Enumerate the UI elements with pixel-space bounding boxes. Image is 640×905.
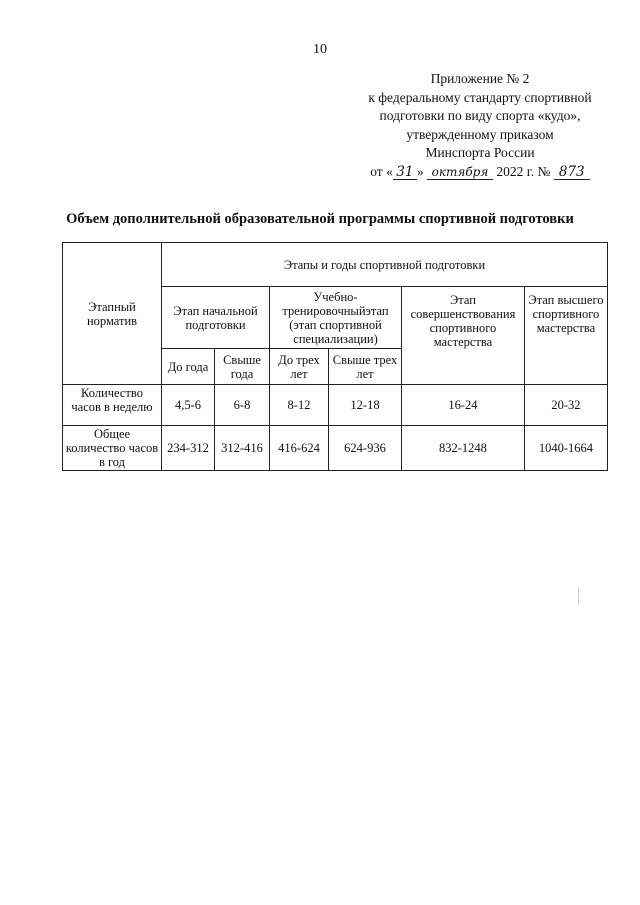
handwritten-order-number: 873 — [554, 166, 590, 180]
group-header-cell: Этапы и годы спортивной подготовки — [162, 243, 608, 287]
value-cell: 20-32 — [524, 385, 607, 426]
stub-header-cell: Этапный норматив — [63, 243, 162, 385]
years-initial-1-cell: До года — [162, 349, 215, 385]
stage-highest-cell: Этап высшего спортивного мастерства — [524, 287, 607, 385]
value-cell: 6-8 — [215, 385, 270, 426]
table-row — [63, 426, 608, 471]
scan-artifact-mark — [578, 588, 579, 604]
appendix-line-5: Минспорта России — [425, 145, 535, 160]
page-number: 10 — [313, 42, 327, 57]
value-cell: 624-936 — [329, 426, 402, 471]
appendix-line-1: Приложение № 2 — [430, 71, 530, 86]
appendix-line-4: утвержденному приказом — [406, 126, 554, 142]
value-cell: 312-416 — [215, 426, 270, 471]
table-row — [63, 385, 608, 426]
value-cell: 4,5-6 — [162, 385, 215, 426]
date-year: 2022 г. № — [496, 163, 551, 179]
value-cell: 12-18 — [329, 385, 402, 426]
value-cell: 416-624 — [270, 426, 329, 471]
stage-initial-cell: Этап начальной подготовки — [162, 287, 270, 349]
appendix-line-2: к федеральному стандарту спортивной — [368, 89, 592, 105]
years-training-2-cell: Свыше трех лет — [329, 349, 402, 385]
stage-improvement-cell: Этап совершенствования спортивного мастерства — [402, 287, 525, 385]
handwritten-day: 31 — [393, 166, 417, 180]
appendix-block — [330, 70, 630, 181]
row-label-cell: Количество часов в неделю — [63, 385, 162, 426]
value-cell: 8-12 — [270, 385, 329, 426]
handwritten-month: октября — [427, 166, 493, 180]
table-header-row — [63, 243, 608, 287]
document-title: Объем дополнительной образовательной программы спортивной подготовки — [66, 211, 574, 227]
value-cell: 16-24 — [402, 385, 525, 426]
date-prefix: от « — [370, 163, 393, 179]
row-label-cell: Общее количество часов в год — [63, 426, 162, 471]
appendix-line-3: подготовки по виду спорта «кудо», — [379, 108, 581, 123]
years-initial-2-cell: Свыше года — [215, 349, 270, 385]
years-training-1-cell: До трех лет — [270, 349, 329, 385]
value-cell: 1040-1664 — [524, 426, 607, 471]
value-cell: 234-312 — [162, 426, 215, 471]
program-volume-table — [62, 242, 608, 471]
date-mid: » — [416, 163, 424, 179]
appendix-date-line — [330, 163, 630, 182]
stage-training-cell: Учебно-тренировочныйэтап (этап спортивной специализации) — [270, 287, 402, 349]
value-cell: 832-1248 — [402, 426, 525, 471]
